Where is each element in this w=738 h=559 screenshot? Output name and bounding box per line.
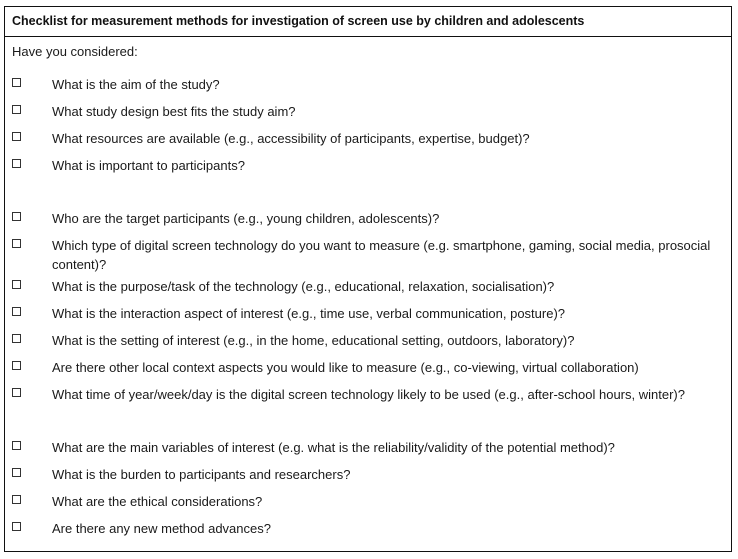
- checklist-item-text: Are there other local context aspects you would like to measure (e.g., co-viewing, virtual collaboration): [52, 360, 639, 375]
- checklist-item-text: What are the ethical considerations?: [52, 494, 263, 509]
- checkbox[interactable]: [12, 468, 21, 477]
- checkbox[interactable]: [12, 280, 21, 289]
- checkbox[interactable]: [12, 334, 21, 343]
- checklist-item-text: What is the purpose/task of the technology (e.g., educational, relaxation, socialisation)?: [52, 279, 555, 294]
- checkbox[interactable]: [12, 78, 21, 87]
- checkbox[interactable]: [12, 239, 21, 248]
- checklist-item-text: What time of year/week/day is the digital screen technology likely to be used (e.g., after-school hours, winter)?: [52, 387, 685, 402]
- checkbox[interactable]: [12, 495, 21, 504]
- checklist-item-text: What is the interaction aspect of interest (e.g., time use, verbal communication, posture)?: [52, 306, 566, 321]
- checkbox[interactable]: [12, 522, 21, 531]
- intro-text: Have you considered:: [12, 44, 138, 59]
- checklist-item-text: What resources are available (e.g., accessibility of participants, expertise, budget)?: [52, 131, 530, 146]
- checklist-item-text: What study design best fits the study aim?: [52, 104, 296, 119]
- checkbox[interactable]: [12, 132, 21, 141]
- checkbox[interactable]: [12, 212, 21, 221]
- document-title: Checklist for measurement methods for investigation of screen use by children and adolescents: [12, 14, 585, 28]
- checklist-item-text: What are the main variables of interest (e.g. what is the reliability/validity of the potential method)?: [52, 440, 615, 455]
- checklist-item-text: Who are the target participants (e.g., young children, adolescents)?: [52, 211, 440, 226]
- checklist-item-text: What is the burden to participants and researchers?: [52, 467, 351, 482]
- title-row: [5, 7, 731, 37]
- checkbox[interactable]: [12, 307, 21, 316]
- checklist-item-text: What is the setting of interest (e.g., in the home, educational setting, outdoors, laboratory)?: [52, 333, 575, 348]
- checkbox[interactable]: [12, 105, 21, 114]
- checkbox[interactable]: [12, 388, 21, 397]
- checklist-item-text: What is the aim of the study?: [52, 77, 220, 92]
- checklist-document: [4, 6, 732, 552]
- checklist-item-text: Which type of digital screen technology do you want to measure (e.g. smartphone, gaming, social media, prosocial content)?: [52, 238, 711, 272]
- checkbox[interactable]: [12, 159, 21, 168]
- checkbox[interactable]: [12, 441, 21, 450]
- checklist-item-text: Are there any new method advances?: [52, 521, 271, 536]
- checklist-item-text: What is important to participants?: [52, 158, 245, 173]
- checkbox[interactable]: [12, 361, 21, 370]
